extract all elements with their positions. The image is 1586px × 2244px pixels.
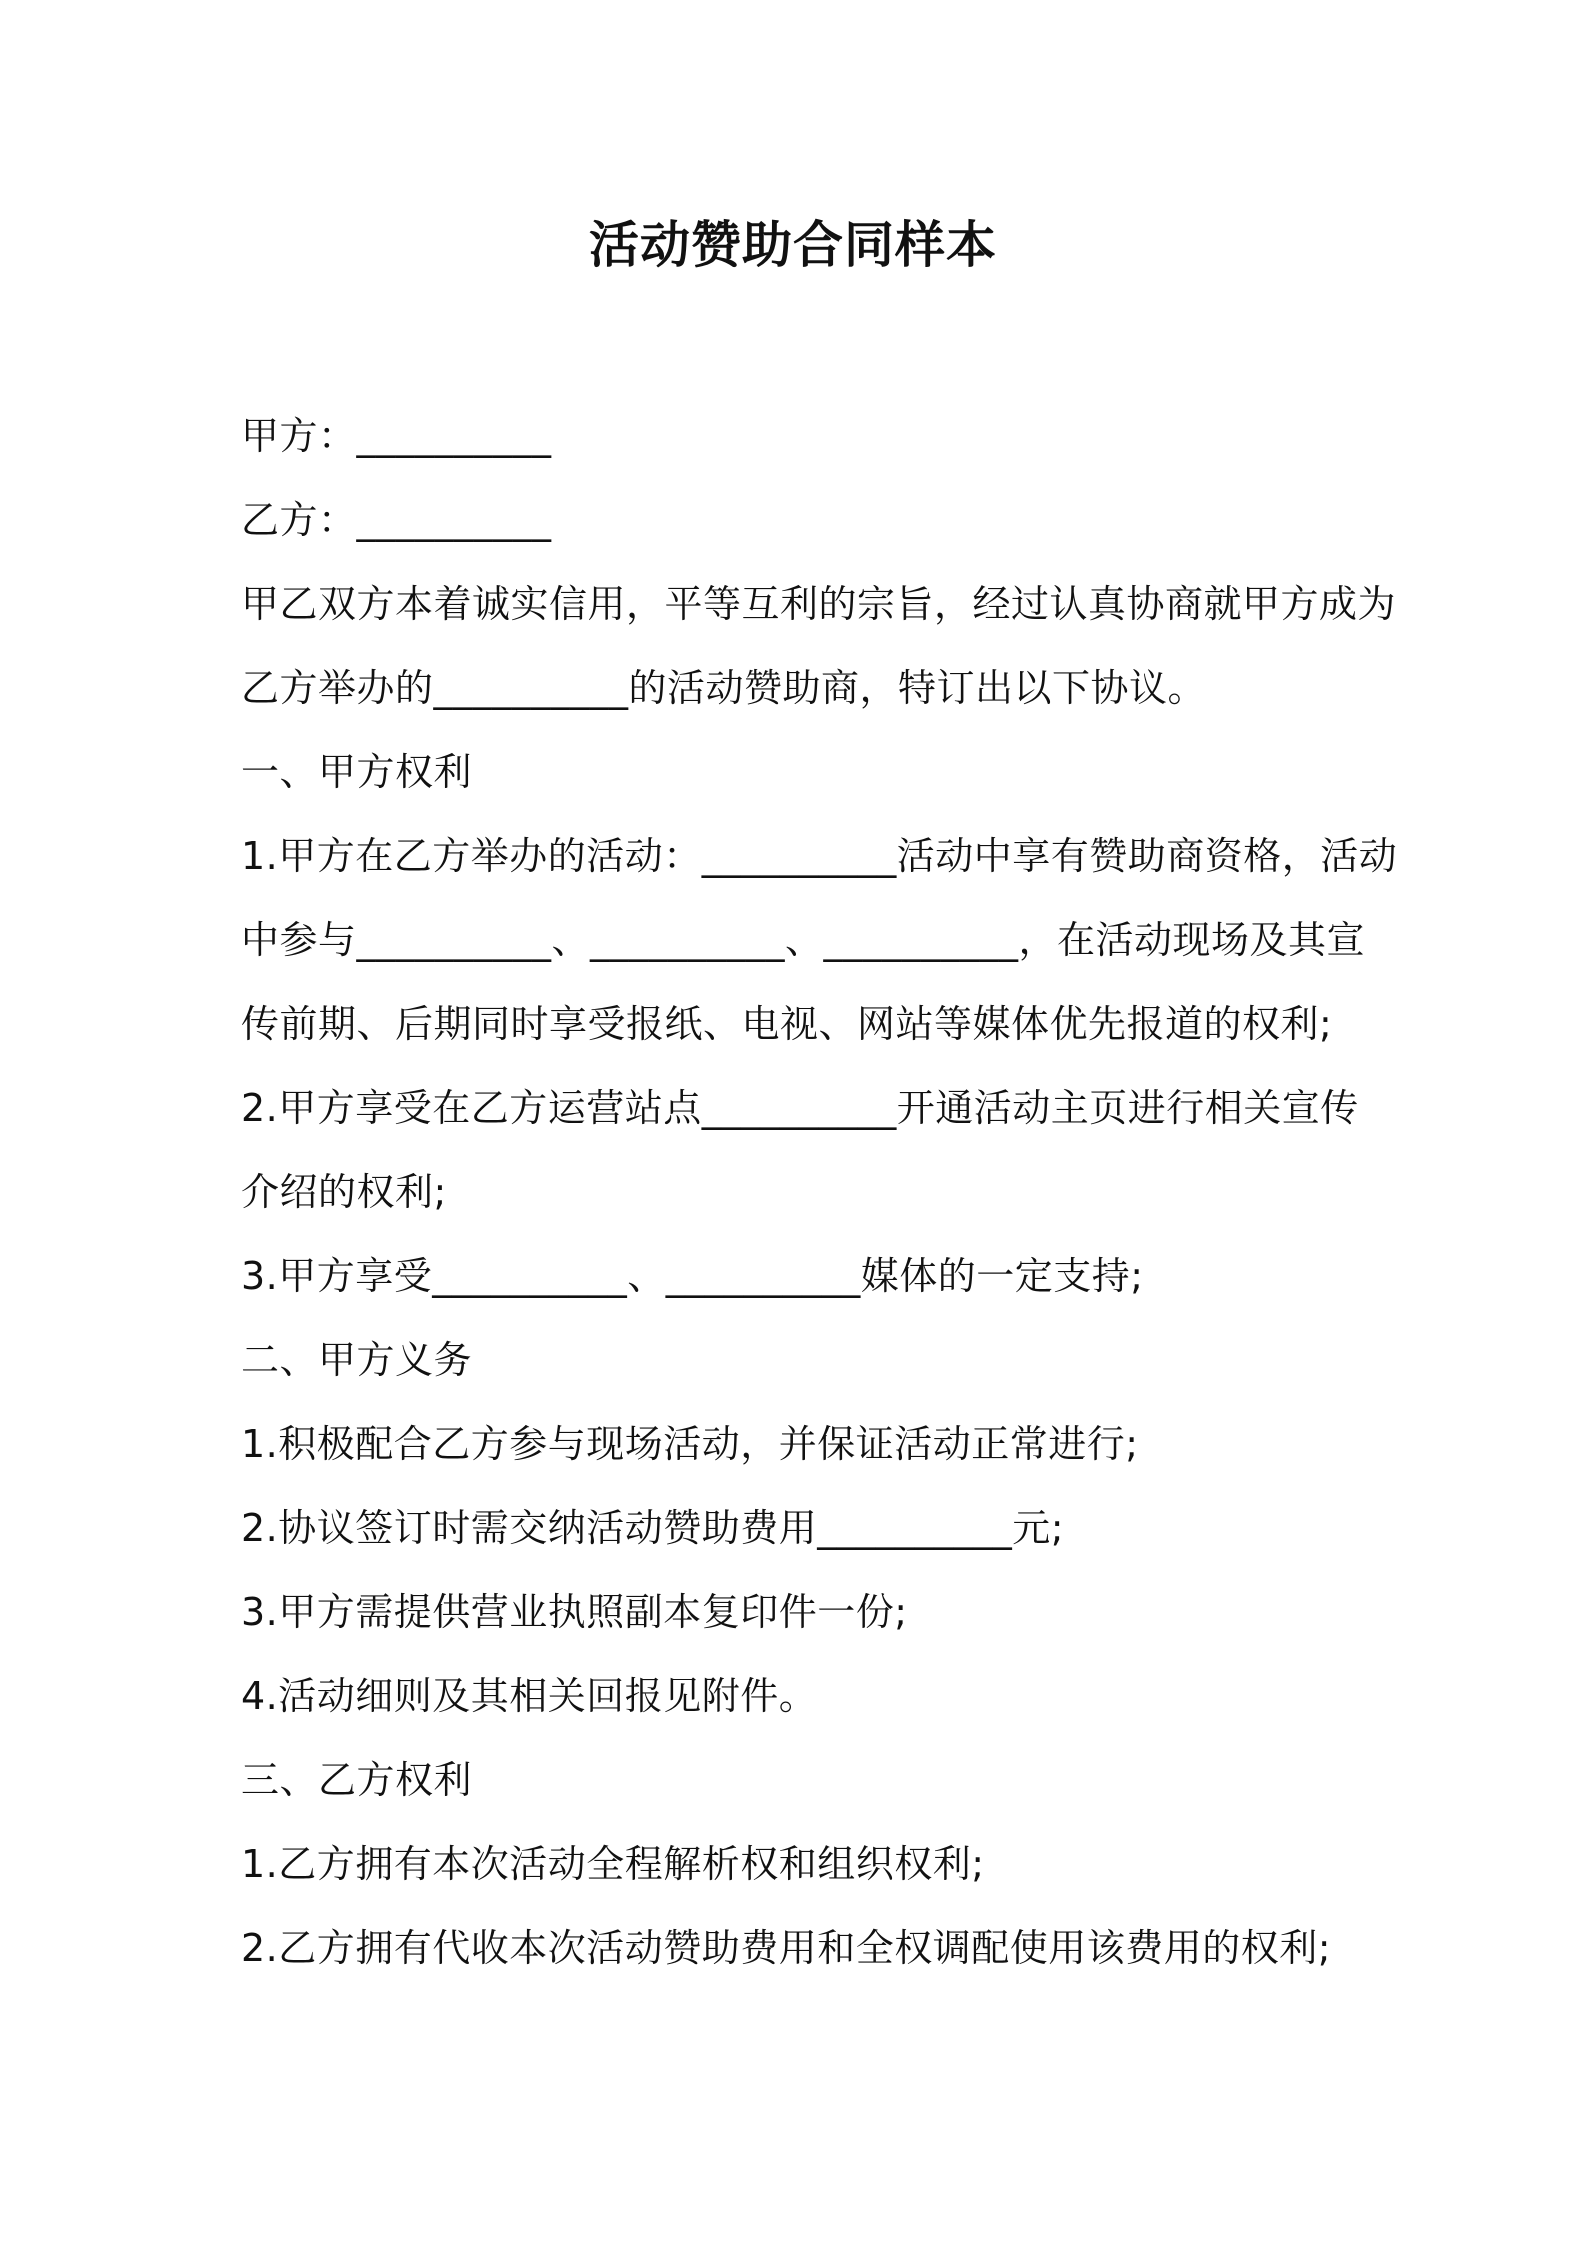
clause-line: 1.乙方拥有本次活动全程解析权和组织权利; <box>241 1842 985 1886</box>
document-title: 活动赞助合同样本 <box>589 216 997 274</box>
preamble-line-2: 乙方举办的__________的活动赞助商，特订出以下协议。 <box>241 666 1207 710</box>
clause-line: 2.协议签订时需交纳活动赞助费用__________元; <box>241 1506 1065 1550</box>
section-heading-party-b-rights: 三、乙方权利 <box>241 1758 473 1802</box>
party-a-line: 甲方：__________ <box>241 414 552 458</box>
clause-line: 介绍的权利; <box>241 1170 447 1214</box>
clause-line: 1.甲方在乙方举办的活动：__________活动中享有赞助商资格，活动 <box>241 834 1398 878</box>
party-b-line: 乙方：__________ <box>241 498 552 542</box>
section-heading-party-a-obligations: 二、甲方义务 <box>241 1338 473 1382</box>
clause-line: 传前期、后期同时享受报纸、电视、网站等媒体优先报道的权利; <box>241 1002 1333 1046</box>
clause-line: 2.乙方拥有代收本次活动赞助费用和全权调配使用该费用的权利; <box>241 1926 1332 1970</box>
clause-line: 4.活动细则及其相关回报见附件。 <box>241 1674 818 1718</box>
clause-line: 中参与__________、__________、__________，在活动现场及其宣 <box>241 918 1366 962</box>
clause-line: 1.积极配合乙方参与现场活动，并保证活动正常进行; <box>241 1422 1139 1466</box>
clause-line: 2.甲方享受在乙方运营站点__________开通活动主页进行相关宣传 <box>241 1086 1359 1130</box>
section-heading-party-a-rights: 一、甲方权利 <box>241 750 473 794</box>
preamble-line-1: 甲乙双方本着诚实信用，平等互利的宗旨，经过认真协商就甲方成为 <box>241 582 1397 626</box>
clause-line: 3.甲方享受__________、__________媒体的一定支持; <box>241 1254 1144 1298</box>
clause-line: 3.甲方需提供营业执照副本复印件一份; <box>241 1590 908 1634</box>
